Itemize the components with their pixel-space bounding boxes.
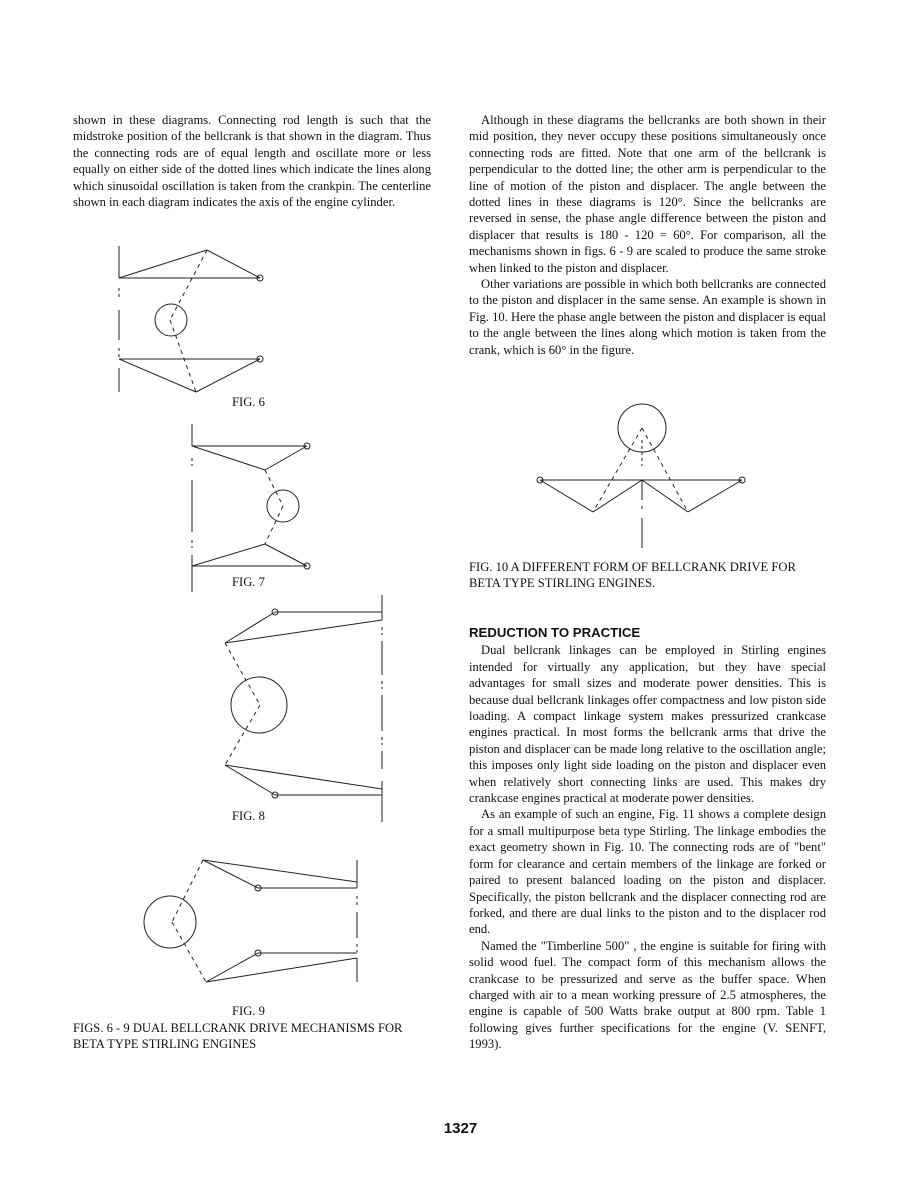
page-number: 1327 [443, 1120, 478, 1137]
fig10-caption: FIG. 10 A DIFFERENT FORM OF BELLCRANK DRIVE FOR BETA TYPE STIRLING ENGINES. [469, 560, 796, 590]
figs6-9-caption: FIGS. 6 - 9 DUAL BELLCRANK DRIVE MECHANISMS FOR BETA TYPE STIRLING ENGINES [73, 1021, 403, 1051]
fig10-diagram [530, 400, 755, 550]
right-paragraph-4: As an example of such an engine, Fig. 11 shows a complete design for a small multipurpose beta type Stirling. The linkage embodies the exact geometry shown in Fig. 10. The connecting rods are of "bent" form for clearance and certain members of the linkage are forked or paired to present balanced loading on the piston and displacer. Specifically, the piston bellcrank and the displacer connecting rod are forked, and there are dual links to the piston and to the displacer rod end. [469, 807, 826, 937]
fig9-diagram [140, 850, 370, 990]
section-heading: REDUCTION TO PRACTICE [469, 625, 641, 640]
right-paragraph-2: Other variations are possible in which both bellcranks are connected to the piston and displacer in the same sense. An example is shown in Fig. 10. Here the phase angle between the piston and displacer is equal to the angle between the lines along which motion is taken from the crank, which is 60° in the figure. [469, 277, 826, 357]
fig8-label: FIG. 8 [232, 809, 265, 823]
left-paragraph: shown in these diagrams. Connecting rod length is such that the midstroke position of the bellcrank is that shown in the diagram. Thus the connecting rods are of equal length and oscillate more or less equally on either side of the dotted lines which indicate the lines along which sinusoidal oscillation is taken from the crankpin. The centerline shown in each diagram indicates the axis of the engine cylinder. [73, 113, 431, 210]
left-column [73, 112, 431, 210]
fig6-label: FIG. 6 [232, 395, 265, 409]
right-column-bottom [469, 625, 826, 1053]
fig7-label: FIG. 7 [232, 575, 265, 589]
right-paragraph-3: Dual bellcrank linkages can be employed in Stirling engines intended for virtually any application, but they have special advantages for small sizes and moderate power densities. This is because dual bellcrank linkages offer compactness and low piston side loading. A compact linkage system makes pressurized crankcase engines practical. In most forms the bellcrank arms that drive the piston and displacer can be made long relative to the oscillation angle; this imposes only light side loading on the piston and displacer even when relatively short connecting links are used. This makes dry crankcase engines practical at moderate power densities. [469, 643, 826, 806]
fig7-diagram [183, 420, 318, 595]
fig6-diagram [110, 240, 270, 400]
fig9-label: FIG. 9 [232, 1004, 265, 1018]
fig8-diagram [215, 595, 390, 825]
right-paragraph-5: Named the "Timberline 500" , the engine is suitable for firing with solid wood fuel. The compact form of this mechanism allows the crankcase to be pressurized and serve as the buffer space. When charged with air to a mean working pressure of 2.5 atmospheres, the engine is capable of 500 Watts brake output at 800 rpm. Table 1 following gives further specifications for the engine (V. SENFT, 1993). [469, 938, 826, 1052]
right-paragraph-1: Although in these diagrams the bellcranks are both shown in their mid position, they never occupy these positions simultaneously once connecting rods are fitted. Note that one arm of the bellcrank is perpendicular to the dotted line; the other arm is perpendicular to the line of motion of the piston and displacer. The angle between the dotted lines in these diagrams is 120°. Since the bellcranks are reversed in sense, the phase angle difference between the piston and displacer that results is 180 - 120 = 60°. For comparison, all the mechanisms shown in figs. 6 - 9 are scaled to produce the same stroke when linked to the piston and displacer. [469, 113, 826, 275]
right-column-top [469, 112, 826, 358]
